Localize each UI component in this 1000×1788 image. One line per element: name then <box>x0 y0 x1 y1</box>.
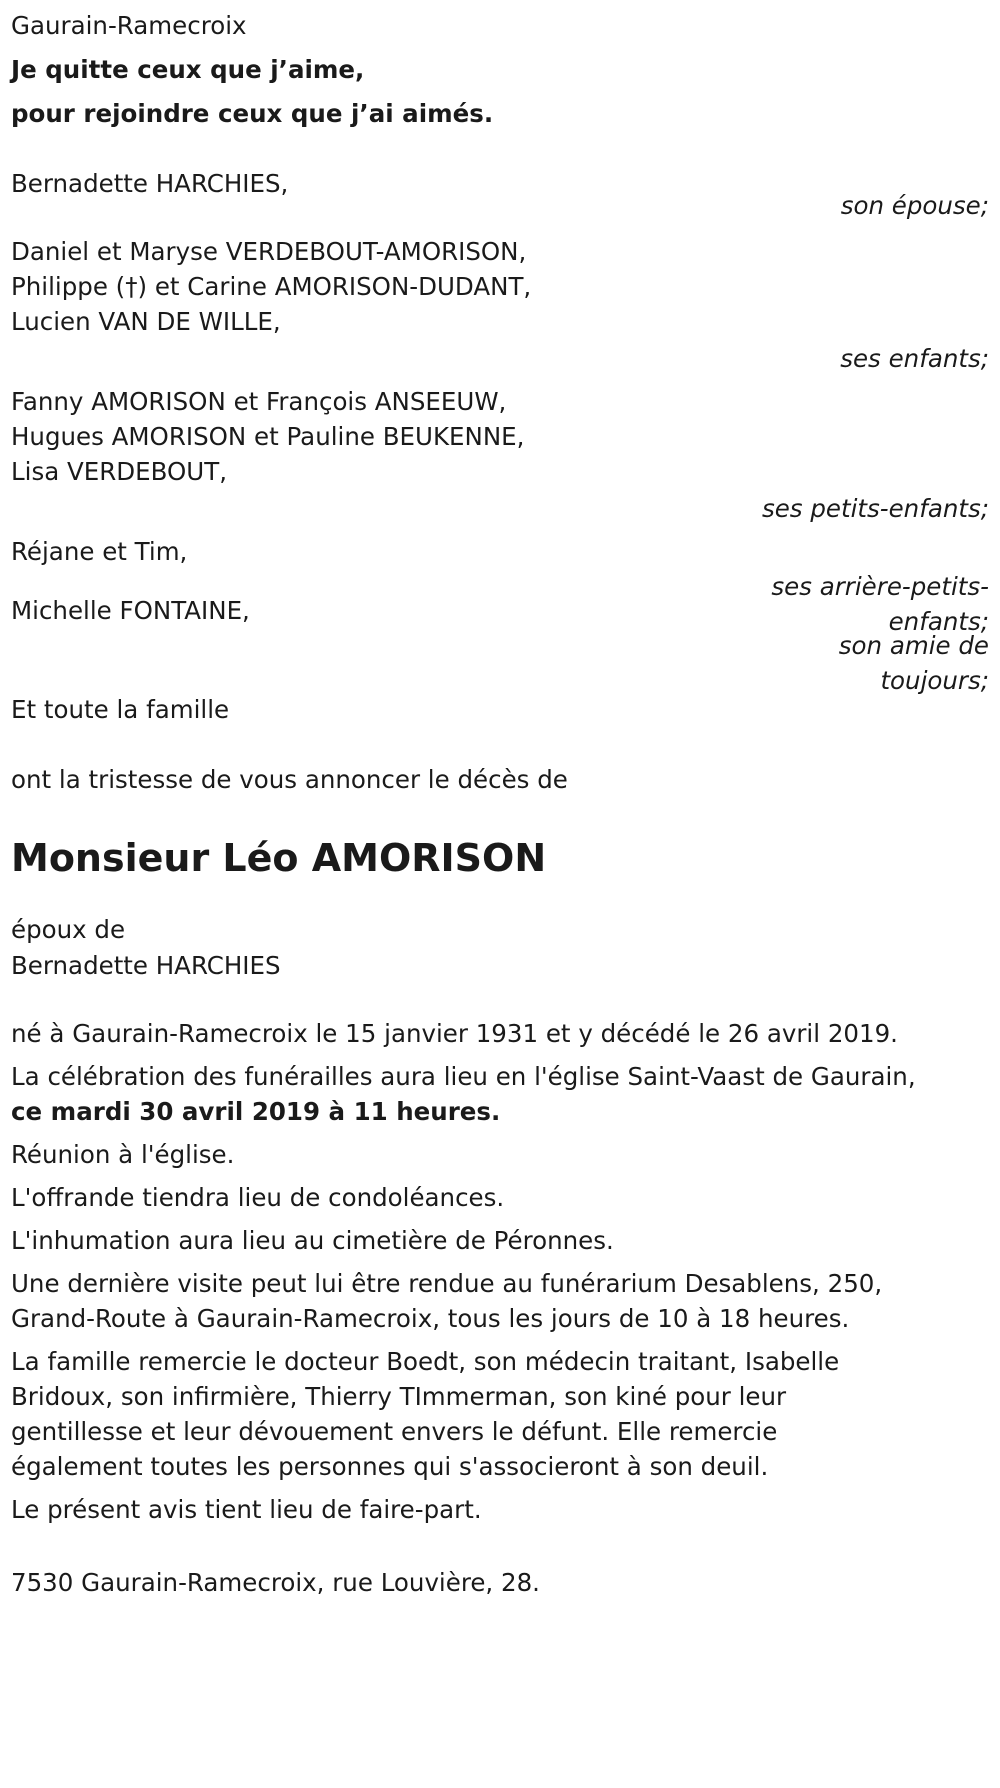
child-line-2: Philippe (†) et Carine AMORISON-DUDANT, <box>11 272 532 301</box>
spouse-role: son épouse; <box>840 191 989 220</box>
ceremony-date-text: ce mardi 30 avril 2019 à 11 heures. <box>11 1097 501 1126</box>
child-line-3: Lucien VAN DE WILLE, <box>11 307 281 336</box>
ceremony-text: La célébration des funérailles aura lieu en l'église Saint-Vaast de Gaurain, <box>11 1062 916 1091</box>
grandchild-line-2: Hugues AMORISON et Pauline BEUKENNE, <box>11 422 525 451</box>
spouse-name: Bernadette HARCHIES, <box>11 169 289 198</box>
friend-name: Michelle FONTAINE, <box>11 596 250 625</box>
great-grandchildren-role-line-1: ses arrière-petits- <box>771 572 989 601</box>
children-group <box>11 234 989 376</box>
grandchildren-role: ses petits-enfants; <box>761 494 989 523</box>
visit-text-line-2: Grand-Route à Gaurain-Ramecroix, tous les jours de 10 à 18 heures. <box>11 1304 850 1333</box>
spouse-of-label: époux de <box>11 915 126 944</box>
spouse-group <box>11 164 989 226</box>
rest-of-family: Et toute la famille <box>11 695 230 724</box>
quote-line-2: pour rejoindre ceux que j’ai aimés. <box>11 99 494 128</box>
notice-text: Le présent avis tient lieu de faire-part. <box>11 1495 482 1524</box>
friend-role-line-2: toujours; <box>880 666 989 695</box>
grandchildren-group <box>11 384 989 526</box>
offering-text: L'offrande tiendra lieu de condoléances. <box>11 1183 505 1212</box>
great-grandchildren-role-line-2: enfants; <box>888 607 989 636</box>
grandchild-line-1: Fanny AMORISON et François ANSEEUW, <box>11 387 507 416</box>
location-header: Gaurain-Ramecroix <box>11 11 247 40</box>
details-section <box>11 1016 989 1527</box>
children-role: ses enfants; <box>840 344 989 373</box>
thanks-text-line-3: gentillesse et leur dévouement envers le défunt. Elle remercie <box>11 1417 778 1446</box>
address-text: 7530 Gaurain-Ramecroix, rue Louvière, 28. <box>11 1568 540 1597</box>
grandchild-line-3: Lisa VERDEBOUT, <box>11 457 227 486</box>
visit-text-line-1: Une dernière visite peut lui être rendue au funérarium Desablens, 250, <box>11 1269 883 1298</box>
thanks-text-line-2: Bridoux, son infirmière, Thierry TImmerman, son kiné pour leur <box>11 1382 787 1411</box>
thanks-text-line-1: La famille remercie le docteur Boedt, son médecin traitant, Isabelle <box>11 1347 840 1376</box>
obituary-document <box>11 6 989 1603</box>
friend-role-line-1: son amie de <box>838 631 989 660</box>
child-line-1: Daniel et Maryse VERDEBOUT-AMORISON, <box>11 237 527 266</box>
announcement-text: ont la tristesse de vous annoncer le décès de <box>11 765 568 794</box>
meeting-text: Réunion à l'église. <box>11 1140 235 1169</box>
thanks-text-line-4: également toutes les personnes qui s'associeront à son deuil. <box>11 1452 769 1481</box>
spouse-of-name: Bernadette HARCHIES <box>11 951 281 980</box>
birth-death-text: né à Gaurain-Ramecroix le 15 janvier 1931 et y décédé le 26 avril 2019. <box>11 1019 898 1048</box>
deceased-name: Monsieur Léo AMORISON <box>11 836 547 880</box>
burial-text: L'inhumation aura lieu au cimetière de Péronnes. <box>11 1226 614 1255</box>
quote-line-1: Je quitte ceux que j’aime, <box>11 55 365 84</box>
great-grandchildren-names: Réjane et Tim, <box>11 537 188 566</box>
